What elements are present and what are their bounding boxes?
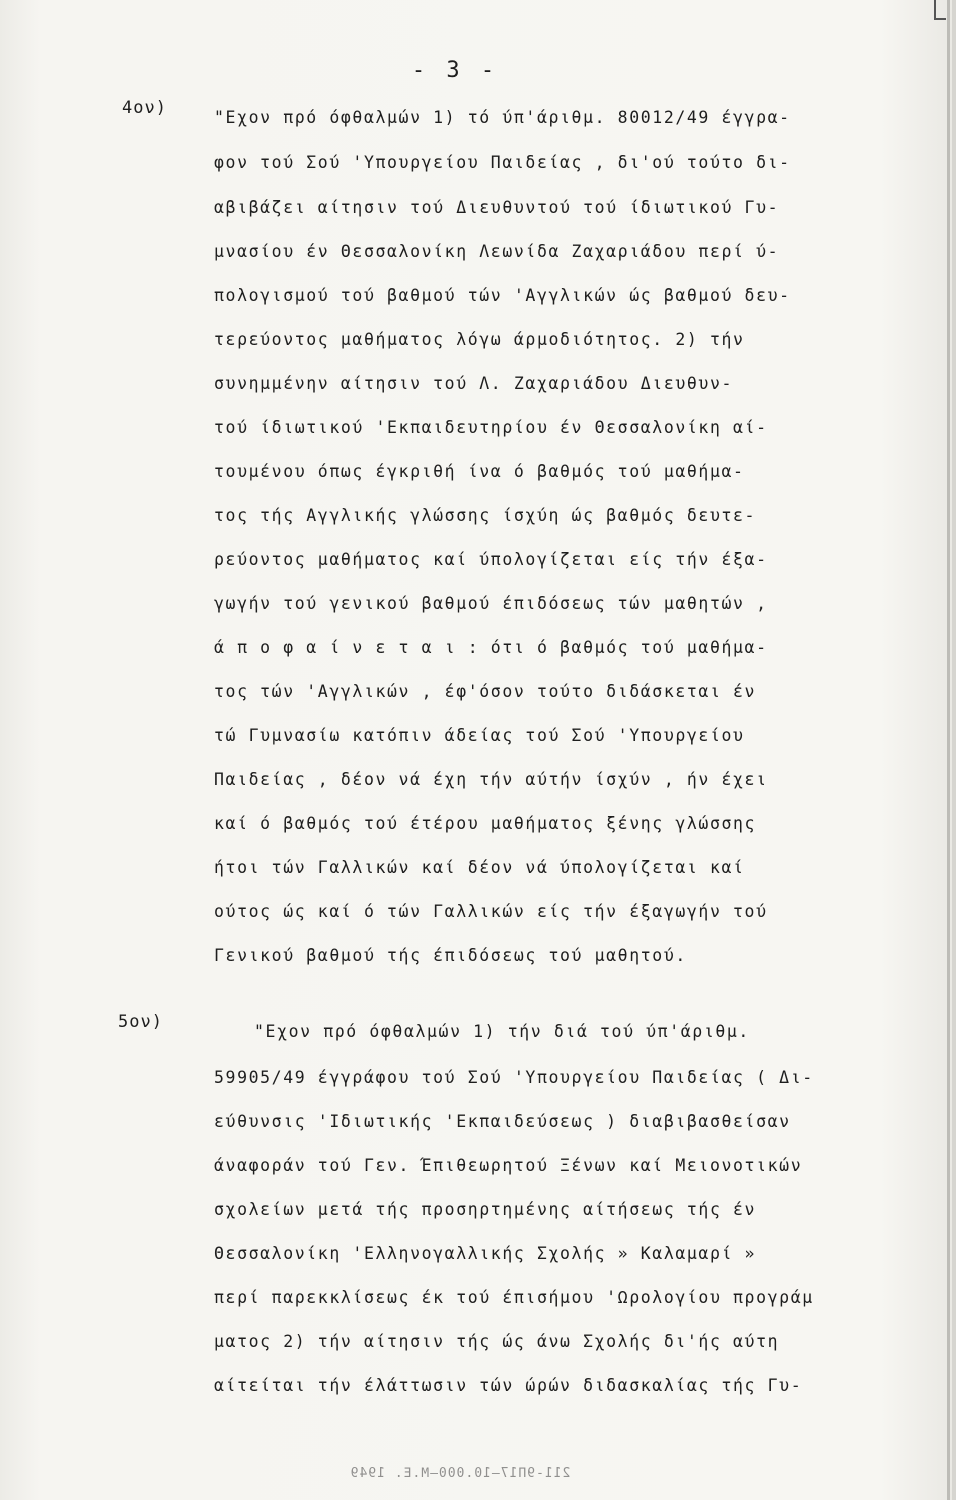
text-line: ήτοι τών Γαλλικών καί δέον νά ύπολογίζεται καί [214,858,745,877]
corner-mark [934,0,946,20]
text-line: μνασίου έν Θεσσαλονίκη Λεωνίδα Ζαχαριάδου περί ύ- [214,242,780,261]
page-number: - 3 - [411,58,499,83]
text-line: "Εχον πρό όφθαλμών 1) τήν διά τού ύπ'άριθμ. [254,1022,750,1041]
text-line: γωγήν τού γενικού βαθμού έπιδόσεως τών μαθητών , [214,594,768,613]
text-line: καί ό βαθμός τού έτέρου μαθήματος ξένης γλώσσης [214,814,757,833]
text-line: τώ Γυμνασίω κατόπιν άδείας τού Σού 'Υπουργείου [214,726,745,745]
text-line: "Εχον πρό όφθαλμών 1) τό ύπ'άριθμ. 80012/49 έγγρα- [214,108,791,127]
text-line: ρεύοντος μαθήματος καί ύπολογίζεται είς τήν έξα- [214,550,768,569]
text-line: 59905/49 έγγράφου τού Σού 'Υπουργείου Παιδείας ( Δι- [214,1068,814,1087]
text-line: σχολείων μετά τής προσηρτημένης αίτήσεως τής έν [214,1200,757,1219]
text-line: ά π ο φ α ί ν ε τ α ι : ότι ό βαθμός τού μαθήμα- [214,638,768,657]
text-line: τος τής Αγγλικής γλώσσης ίσχύη ώς βαθμός δευτε- [214,506,757,525]
page-edge [947,0,950,1500]
section-label-4: 4ον) [122,98,167,118]
text-line: ματος 2) τήν αίτησιν τής ώς άνω Σχολής δι'ής αύτη [214,1332,780,1351]
text-line: πολογισμού τού βαθμού τών 'Αγγλικών ώς βαθμού δευ- [214,286,791,305]
text-line: αίτείται τήν έλάττωσιν τών ώρών διδασκαλίας τής Γυ- [214,1376,803,1395]
text-line: περί παρεκκλίσεως έκ τού έπισήμου 'Ωρολογίου προγράμ [214,1288,814,1307]
text-line: αβιβάζει αίτησιν τού Διευθυντού τού ίδιωτικού Γυ- [214,198,780,217]
text-line: Θεσσαλονίκη 'Ελληνογαλλικής Σχολής » Καλαμαρί » [214,1244,757,1263]
text-line: τος τών 'Αγγλικών , έφ'όσον τούτο διδάσκεται έν [214,682,757,701]
page-edge-outer [952,0,956,1500]
text-line: τουμένου όπως έγκριθή ίνα ό βαθμός τού μαθήμα- [214,462,745,481]
text-line: Παιδείας , δέον νά έχη τήν αύτήν ίσχύν , ήν έχει [214,770,768,789]
text-line: εύθυνσις 'Ιδιωτικής 'Εκπαιδεύσεως ) διαβιβασθείσαν [214,1112,791,1131]
text-line: Γενικού βαθμού τής έπιδόσεως τού μαθητού. [214,946,687,965]
text-line: άναφοράν τού Γεν. Έπιθεωρητού Ξένων καί Μειονοτικών [214,1156,803,1175]
text-line: τερεύοντος μαθήματος λόγω άρμοδιότητος. 2) τήν [214,330,745,349]
text-line: ούτος ώς καί ό τών Γαλλικών είς τήν έξαγωγήν τού [214,902,768,921]
text-line: συνημμένην αίτησιν τού Λ. Ζαχαριάδου Διευθυν- [214,374,734,393]
text-line: φον τού Σού 'Υπουργείου Παιδείας , δι'ού τούτο δι- [214,153,791,172]
section-label-5: 5ον) [118,1012,163,1032]
text-line: τού ίδιωτικού 'Εκπαιδευτηρίου έν Θεσσαλονίκη αί- [214,418,768,437]
print-footer: 211-9Π17—10.000—Μ.Ε. 1949 [349,1466,571,1481]
